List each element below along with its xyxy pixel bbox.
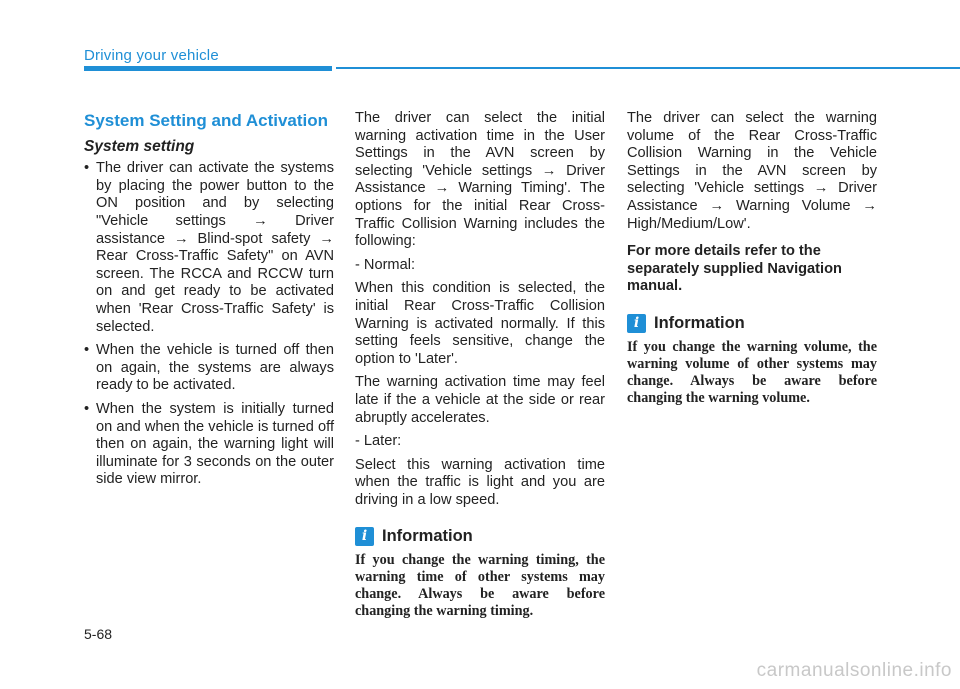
column-2 (355, 110, 605, 620)
paragraph: When this condition is selected, the initial Rear Cross-Traffic Collision Warning is activated normally. If this setting feels sensitive, change the option to 'Later'. (355, 280, 605, 367)
bullet-list (84, 160, 334, 489)
info-icon: i (355, 527, 374, 546)
section-header: Driving your vehicle (84, 47, 219, 64)
option-label: - Normal: (355, 256, 415, 273)
info-header (355, 527, 605, 546)
page-number: 5-68 (84, 626, 113, 642)
header-rule-accent (84, 66, 332, 71)
info-title: Information (382, 527, 473, 546)
paragraph: The warning activation time may feel late if the a vehicle at the side or rear abruptly accelerates. (355, 374, 605, 426)
header-rule (336, 67, 960, 69)
info-icon: i (627, 314, 646, 333)
bullet-item: • The driver can activate the systems by placing the power button to the ON position and by selecting "Vehicle settings → Driver assistance → Blind-spot safety → Rear Cross-Traffic Safety" on AVN screen. The RCCA and RCCW turn on and get ready to be activated when 'Rear Cross-Traffic Safety' is selected. (84, 160, 334, 336)
paragraph: Select this warning activation time when the traffic is light and you are driving in a low speed. (355, 456, 605, 508)
bullet-item: • When the vehicle is turned off then on again, the systems are always ready to be activated. (84, 342, 334, 395)
info-text: If you change the warning volume, the warning volume of other systems may change. Always be aware before changing the warning volume. (627, 338, 877, 406)
column-1 (84, 108, 334, 495)
section-title: System Setting and Activation (84, 111, 329, 130)
info-header (627, 314, 877, 333)
sub-title: System setting (84, 137, 195, 155)
paragraph: The driver can select the warning volume of the Rear Cross-Traffic Collision Warning in the Vehicle Settings in the AVN screen by selecting 'Vehicle settings → Driver Assistance → Warning Volume → High/Medium/Low'. (627, 110, 877, 232)
watermark: carmanualsonline.info (756, 660, 952, 681)
paragraph: The driver can select the initial warning activation time in the User Settings in the AVN screen by selecting 'Vehicle settings → Driver Assistance → Warning Timing'. The options for the initial Rear Cross-Traffic Collision Warning includes the following: (355, 110, 605, 250)
bullet-item: • When the system is initially turned on and when the vehicle is turned off then on again, the warning light will illuminate for 3 seconds on the outer side view mirror. (84, 401, 334, 489)
option-label: - Later: (355, 433, 402, 450)
info-text: If you change the warning timing, the warning time of other systems may change. Always be aware before changing the warning timing. (355, 552, 605, 620)
info-title: Information (654, 313, 745, 332)
column-3 (627, 110, 877, 407)
reference-note: For more details refer to the separately supplied Navigation manual. (627, 243, 842, 295)
